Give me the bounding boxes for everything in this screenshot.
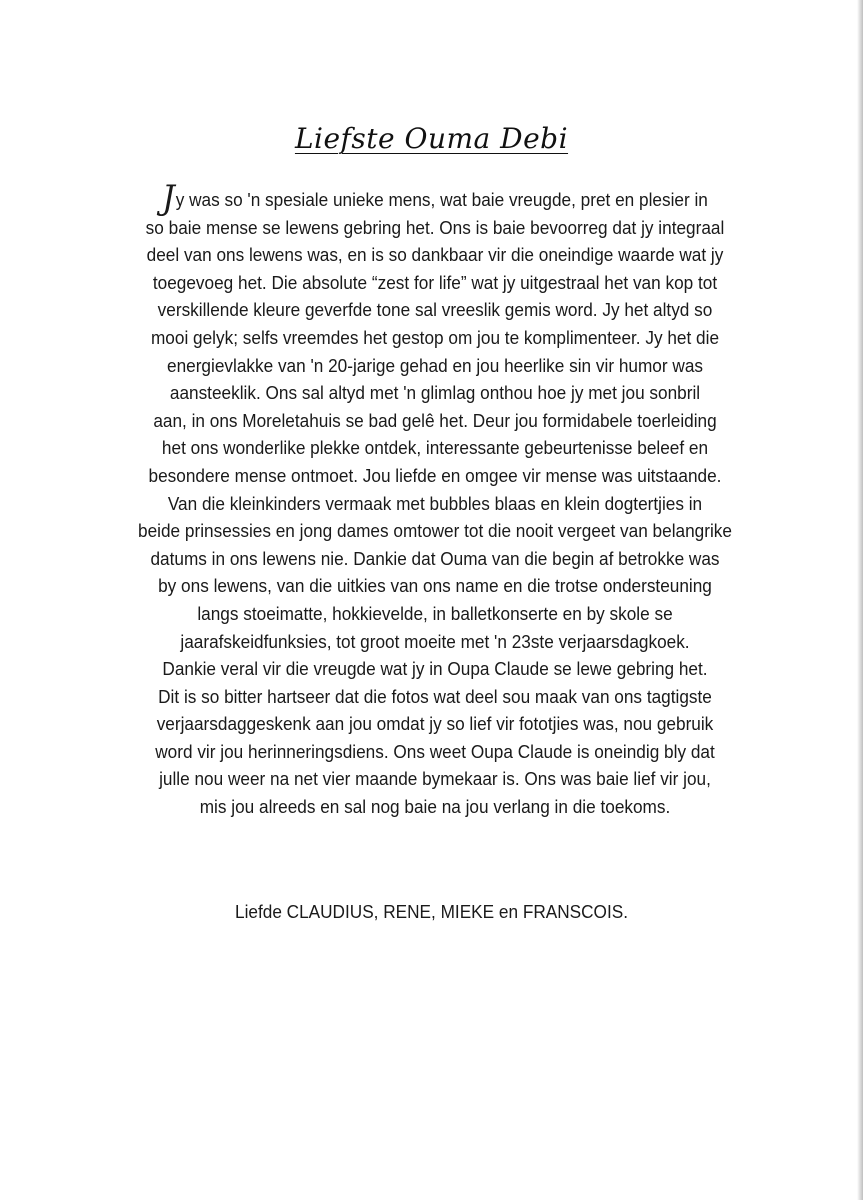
letter-line: aansteeklik. Ons sal altyd met 'n glimlag onthou hoe jy met jou sonbril xyxy=(169,382,701,404)
letter-line: beide prinsessies en jong dames omtower tot die nooit vergeet van belangrike xyxy=(138,520,732,542)
letter-line: energievlakke van 'n 20-jarige gehad en jou heerlike sin vir humor was xyxy=(167,354,703,376)
letter-title: Liefste Ouma Debi xyxy=(294,122,569,155)
letter-line: mis jou alreeds en sal nog baie na jou verlang in die toekoms. xyxy=(199,796,671,818)
letter-line: Dit is so bitter hartseer dat die fotos wat deel sou maak van ons tagtigste xyxy=(158,685,712,707)
letter-line: Van die kleinkinders vermaak met bubbles blaas en klein dogtertjies in xyxy=(167,492,703,514)
letter-signoff: Liefde CLAUDIUS, RENE, MIEKE en FRANSCOIS. xyxy=(235,901,628,922)
letter-line-first-text: y was so 'n spesiale unieke mens, wat baie vreugde, pret en plesier in xyxy=(175,189,708,210)
letter-line: besondere mense ontmoet. Jou liefde en omgee vir mense was uitstaande. xyxy=(148,464,722,486)
letter-line: verskillende kleure geverfde tone sal vreeslik gemis word. Jy het altyd so xyxy=(157,299,713,321)
letter-line: by ons lewens, van die uitkies van ons name en die trotse ondersteuning xyxy=(158,575,712,597)
letter-line: word vir jou herinneringsdiens. Ons weet Oupa Claude is oneindig bly dat xyxy=(155,740,715,762)
letter-line: jaarafskeidfunksies, tot groot moeite met 'n 23ste verjaarsdagkoek. xyxy=(180,630,690,652)
letter-line: het ons wonderlike plekke ontdek, interessante gebeurtenisse beleef en xyxy=(161,437,709,459)
letter-line-first xyxy=(114,178,756,218)
letter-line: mooi gelyk; selfs vreemdes het gestop om jou te komplimenteer. Jy het die xyxy=(150,326,720,348)
letter-line: toegevoeg het. Die absolute “zest for life” wat jy uitgestraal het van kop tot xyxy=(152,271,718,293)
letter-line: deel van ons lewens was, en is so dankbaar vir die oneindige waarde wat jy xyxy=(146,244,724,266)
letter-line: aan, in ons Moreletahuis se bad gelê het. Deur jou formidabele toerleiding xyxy=(153,409,717,431)
drop-cap: J xyxy=(162,178,175,218)
scan-edge-shadow xyxy=(857,0,863,1200)
letter-line: langs stoeimatte, hokkievelde, in balletkonserte en by skole se xyxy=(197,602,673,624)
letter-line: so baie mense se lewens gebring het. Ons is baie bevoorreg dat jy integraal xyxy=(145,216,725,238)
letter-line: Dankie veral vir die vreugde wat jy in Oupa Claude se lewe gebring het. xyxy=(162,658,708,680)
letter-line: julle nou weer na net vier maande bymekaar is. Ons was baie lief vir jou, xyxy=(159,768,711,790)
letter-line: verjaarsdaggeskenk aan jou omdat jy so lief vir fototjies was, nou gebruik xyxy=(156,713,714,735)
letter-line: datums in ons lewens nie. Dankie dat Ouma van die begin af betrokke was xyxy=(150,547,720,569)
letter-body xyxy=(114,178,756,821)
